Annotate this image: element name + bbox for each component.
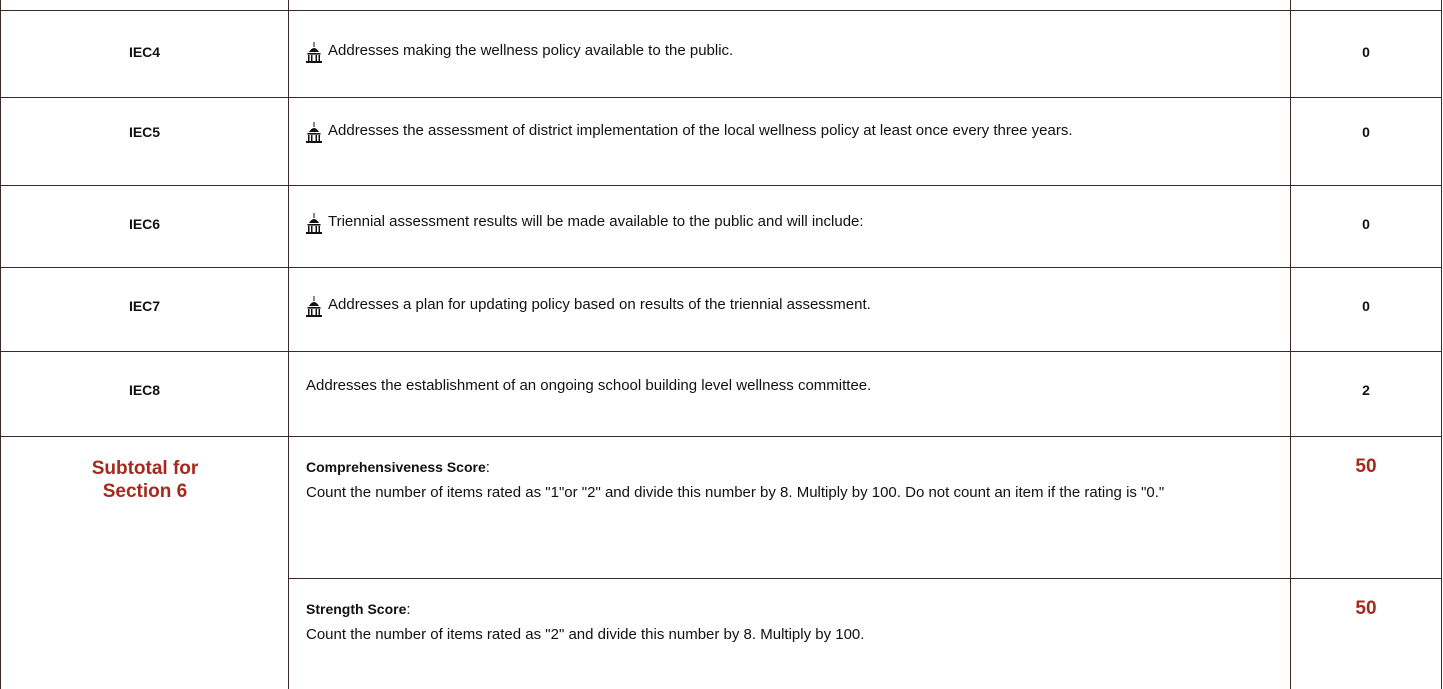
table-border-left (0, 0, 1, 689)
table-border-right (1441, 0, 1442, 689)
item-description (306, 38, 1266, 64)
item-rating: 0 (1362, 216, 1370, 232)
item-code: IEC6 (128, 216, 161, 232)
item-rating: 2 (1362, 382, 1370, 398)
capitol-building-icon (306, 122, 322, 144)
strength-title: Strength Score (306, 601, 407, 617)
item-description (306, 118, 1266, 144)
item-text: Addresses making the wellness policy available to the public. (328, 42, 734, 59)
comprehensiveness-instructions: Count the number of items rated as "1"or "2" and divide this number by 8. Multiply by 100. Do not count an item if the rating is "0." (306, 484, 1165, 501)
capitol-building-icon (306, 42, 322, 64)
subtotal-label: Subtotal for Section 6 (91, 458, 199, 502)
strength-score-value: 50 (1355, 598, 1377, 619)
row-divider (0, 351, 1442, 352)
item-text: Addresses a plan for updating policy based on results of the triennial assessment. (328, 296, 871, 313)
row-divider (0, 97, 1442, 98)
comprehensiveness-score-block (306, 455, 1266, 505)
item-description (306, 209, 1266, 235)
item-description (306, 292, 1266, 318)
item-rating: 0 (1362, 44, 1370, 60)
comprehensiveness-title: Comprehensiveness Score (306, 459, 486, 475)
item-code: IEC7 (128, 298, 161, 314)
item-text: Addresses the assessment of district implementation of the local wellness policy at least once every three years. (328, 122, 1073, 139)
item-code: IEC5 (128, 124, 161, 140)
strength-colon: : (406, 601, 411, 618)
capitol-building-icon (306, 213, 322, 235)
comprehensiveness-score-value: 50 (1355, 456, 1377, 477)
item-code: IEC8 (128, 382, 161, 398)
item-description (306, 373, 1266, 398)
strength-instructions: Count the number of items rated as "2" and divide this number by 8. Multiply by 100. (306, 626, 865, 643)
table-border-col2 (1290, 0, 1291, 689)
comprehensiveness-colon: : (485, 459, 490, 476)
row-divider (0, 436, 1442, 437)
item-rating: 0 (1362, 298, 1370, 314)
item-rating: 0 (1362, 124, 1370, 140)
row-divider (0, 185, 1442, 186)
item-text: Triennial assessment results will be made available to the public and will include: (328, 213, 864, 230)
strength-score-block (306, 597, 1266, 647)
item-code: IEC4 (128, 44, 161, 60)
item-text: Addresses the establishment of an ongoing school building level wellness committee. (306, 377, 872, 394)
table-border-col1 (288, 0, 289, 689)
row-divider (0, 10, 1442, 11)
row-divider (0, 267, 1442, 268)
row-divider (288, 578, 1442, 579)
capitol-building-icon (306, 296, 322, 318)
